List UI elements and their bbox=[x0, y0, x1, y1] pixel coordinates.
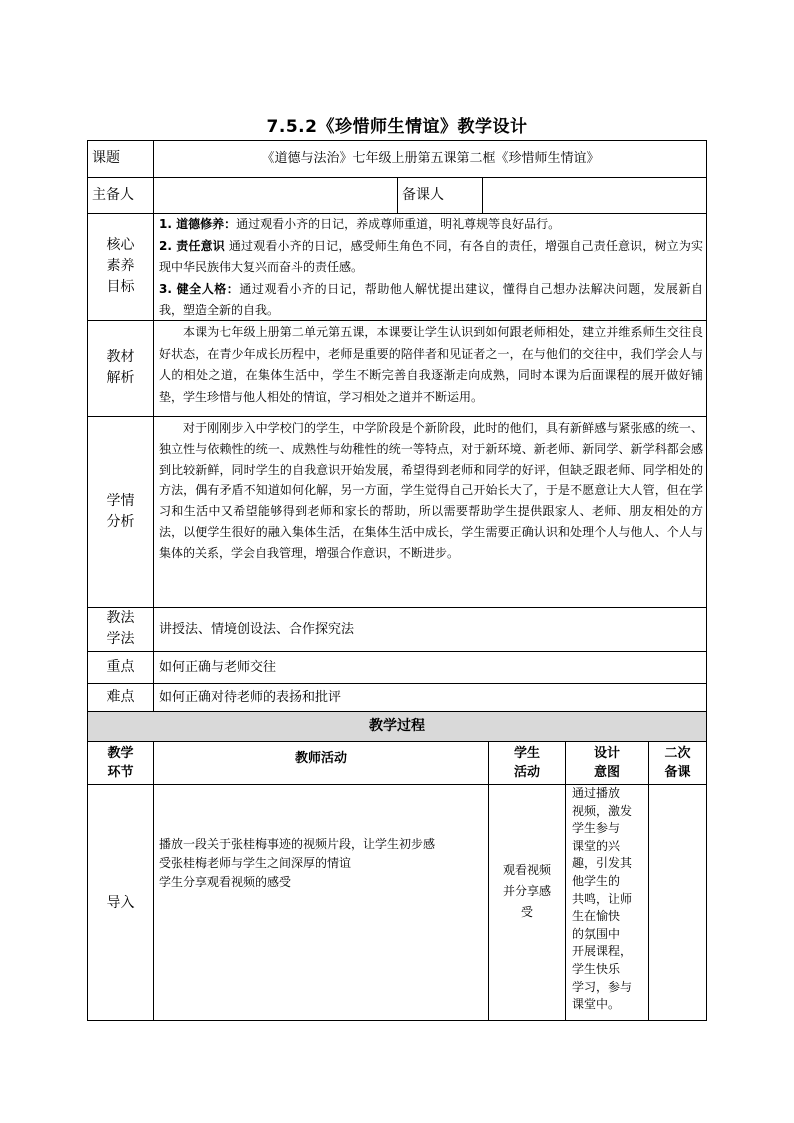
co-preparer-value[interactable] bbox=[483, 177, 707, 213]
core-goal-1: 1. 道德修养：通过观看小齐的日记，养成尊师重道，明礼尊规等良好品行。 bbox=[159, 217, 561, 231]
topic-label: 课题 bbox=[92, 150, 120, 166]
teacher-activity: 播放一段关于张桂梅事迹的视频片段，让学生初步感 受张桂梅老师与学生之间深厚的情谊 学生分享观看视频的感受 bbox=[159, 837, 436, 889]
material-label: 教材 解析 bbox=[106, 349, 135, 386]
material-analysis: 本课为七年级上册第二单元第五课，本课要让学生认识到如何跟老师相处，建立并维系师生交往良好状态，在青少年成长历程中，老师是重要的陪伴者和见证者之一，在与他们的交往中，我们学会人与人的相处之道，在集体生活中，学生不断完善自我逐渐走向成熟，同时本课为后面课程的展开做好铺垫，学生珍惜与他人相处的情谊，学习相处之道并不断运用。 bbox=[159, 325, 703, 404]
column-teacher-header: 教师活动 bbox=[294, 750, 347, 766]
column-stage-header: 教学 环节 bbox=[107, 745, 134, 780]
co-preparer-label: 备课人 bbox=[402, 186, 444, 203]
methods-value: 讲授法、情境创设法、合作探究法 bbox=[159, 621, 355, 637]
difficulty-label: 难点 bbox=[106, 688, 135, 705]
key-point-label: 重点 bbox=[106, 658, 135, 675]
preparer-label: 主备人 bbox=[92, 186, 134, 203]
student-activity: 观看视频 并分享感 受 bbox=[502, 863, 551, 919]
design-intent: 通过播放 视频，激发 学生参与 课堂的兴 趣，引发其 他学生的 共鸣，让师 生在愉快 的氛围中 开展课程， 学生快乐 学习，参与 课堂中。 bbox=[572, 786, 633, 1012]
students-analysis: 对于刚刚步入中学校门的学生，中学阶段是个新阶段，此时的他们，具有新鲜感与紧张感的统一、独立性与依赖性的统一、成熟性与幼稚性的统一等特点，对于新环境、新老师、新同学、新学科都会感到比较新鲜，同时学生的自我意识开始发展，希望得到老师和同学的好评，但缺乏跟老师、同学相处的方法，偶有矛盾不知道如何化解，另一方面，学生觉得自己开始长大了，于是不愿意让大人管，但在学习和生活中又希望能够得到老师和家长的帮助，所以需要帮助学生提供跟家人、老师、朋友相处的方法，以便学生很好的融入集体生活，在集体生活中成长，学生需要正确认识和处理个人与他人、个人与集体的关系，学会自我管理，增强合作意识，不断进步。 bbox=[159, 421, 703, 560]
column-intent-header: 设计 意图 bbox=[593, 745, 620, 780]
column-student-header: 学生 活动 bbox=[513, 745, 540, 780]
core-goal-3: 3. 健全人格：通过观看小齐的日记，帮助他人解忧提出建议，懂得自己想办法解决问题，发展新自我，塑造全新的自我。 bbox=[159, 281, 703, 317]
core-goal-2: 2. 责任意识 通过观看小齐的日记，感受师生角色不同，有各自的责任，增强自己责任意识，树立为实现中华民族伟大复兴而奋斗的责任感。 bbox=[159, 238, 703, 274]
second-prep-notes[interactable] bbox=[649, 785, 706, 1021]
stage-intro: 导入 bbox=[106, 894, 135, 911]
topic-value: 《道德与法治》七年级上册第五课第二框《珍惜师生情谊》 bbox=[261, 151, 600, 166]
document-title: 7.5.2《珍惜师生情谊》教学设计 bbox=[266, 117, 528, 137]
column-notes-header: 二次 备课 bbox=[664, 745, 691, 780]
process-heading: 教学过程 bbox=[369, 718, 425, 734]
students-label: 学情 分析 bbox=[106, 492, 135, 530]
preparer-value[interactable] bbox=[154, 177, 397, 213]
methods-label: 教法 学法 bbox=[106, 610, 135, 647]
difficulty-value: 如何正确对待老师的表扬和批评 bbox=[159, 689, 342, 705]
key-point-value: 如何正确与老师交往 bbox=[159, 659, 277, 675]
core-goals bbox=[159, 214, 703, 322]
core-label: 核心 素养 目标 bbox=[106, 237, 135, 295]
